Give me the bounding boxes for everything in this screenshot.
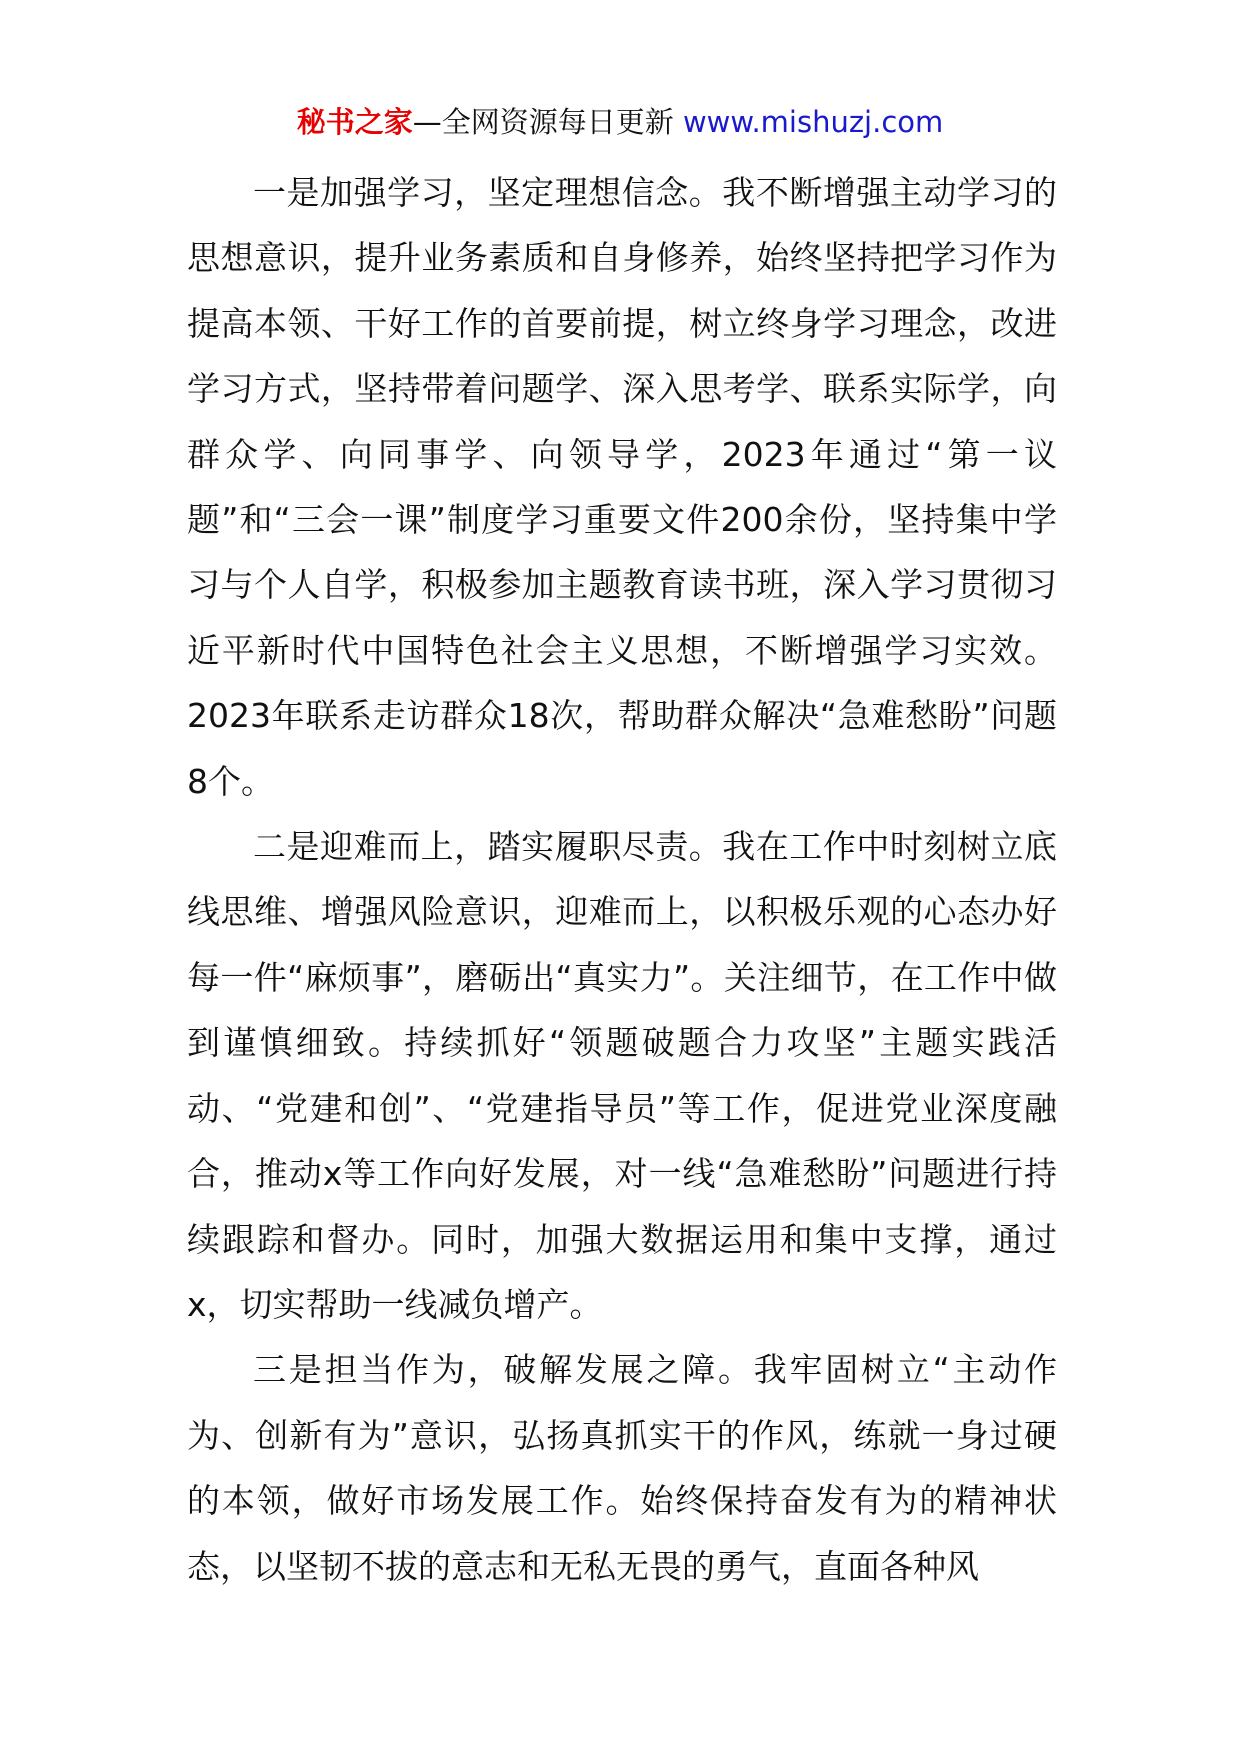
paragraph-learning: 一是加强学习，坚定理想信念。我不断增强主动学习的思想意识，提升业务素质和自身修养，始终坚持把学习作为提高本领、干好工作的首要前提，树立终身学习理念，改进学习方式，坚持带着问题学、深入思考学、联系实际学，向群众学、向同事学、向领导学，2023年通过“第一议题”和“三会一课”制度学习重要文件200余份，坚持集中学习与个人自学，积极参加主题教育读书班，深入学习贯彻习近平新时代中国特色社会主义思想，不断增强学习实效。2023年联系走访群众18次，帮助群众解决“急难愁盼”问题8个。 (187, 173, 1057, 801)
paragraph-duty: 二是迎难而上，踏实履职尽责。我在工作中时刻树立底线思维、增强风险意识，迎难而上，以积极乐观的心态办好每一件“麻烦事”，磨砺出“真实力”。关注细节，在工作中做到谨慎细致。持续抓好“领题破题合力攻坚”主题实践活动、“党建和创”、“党建指导员”等工作，促进党业深度融合，推动x等工作向好发展，对一线“急难愁盼”问题进行持续跟踪和督办。同时，加强大数据运用和集中支撑，通过x，切实帮助一线减负增产。 (187, 827, 1057, 1324)
site-tagline: —全网资源每日更新 (412, 105, 674, 139)
document-body (187, 160, 1057, 1599)
paragraph-development: 三是担当作为，破解发展之障。我牢固树立“主动作为、创新有为”意识，弘扬真抓实干的作风，练就一身过硬的本领，做好市场发展工作。始终保持奋发有为的精神状态，以坚韧不拔的意志和无私无畏的勇气，直面各种风 (187, 1350, 1057, 1586)
site-url-link[interactable]: www.mishuzj.com (682, 105, 944, 139)
site-brand: 秘书之家 (296, 105, 413, 139)
site-header (0, 100, 1240, 144)
